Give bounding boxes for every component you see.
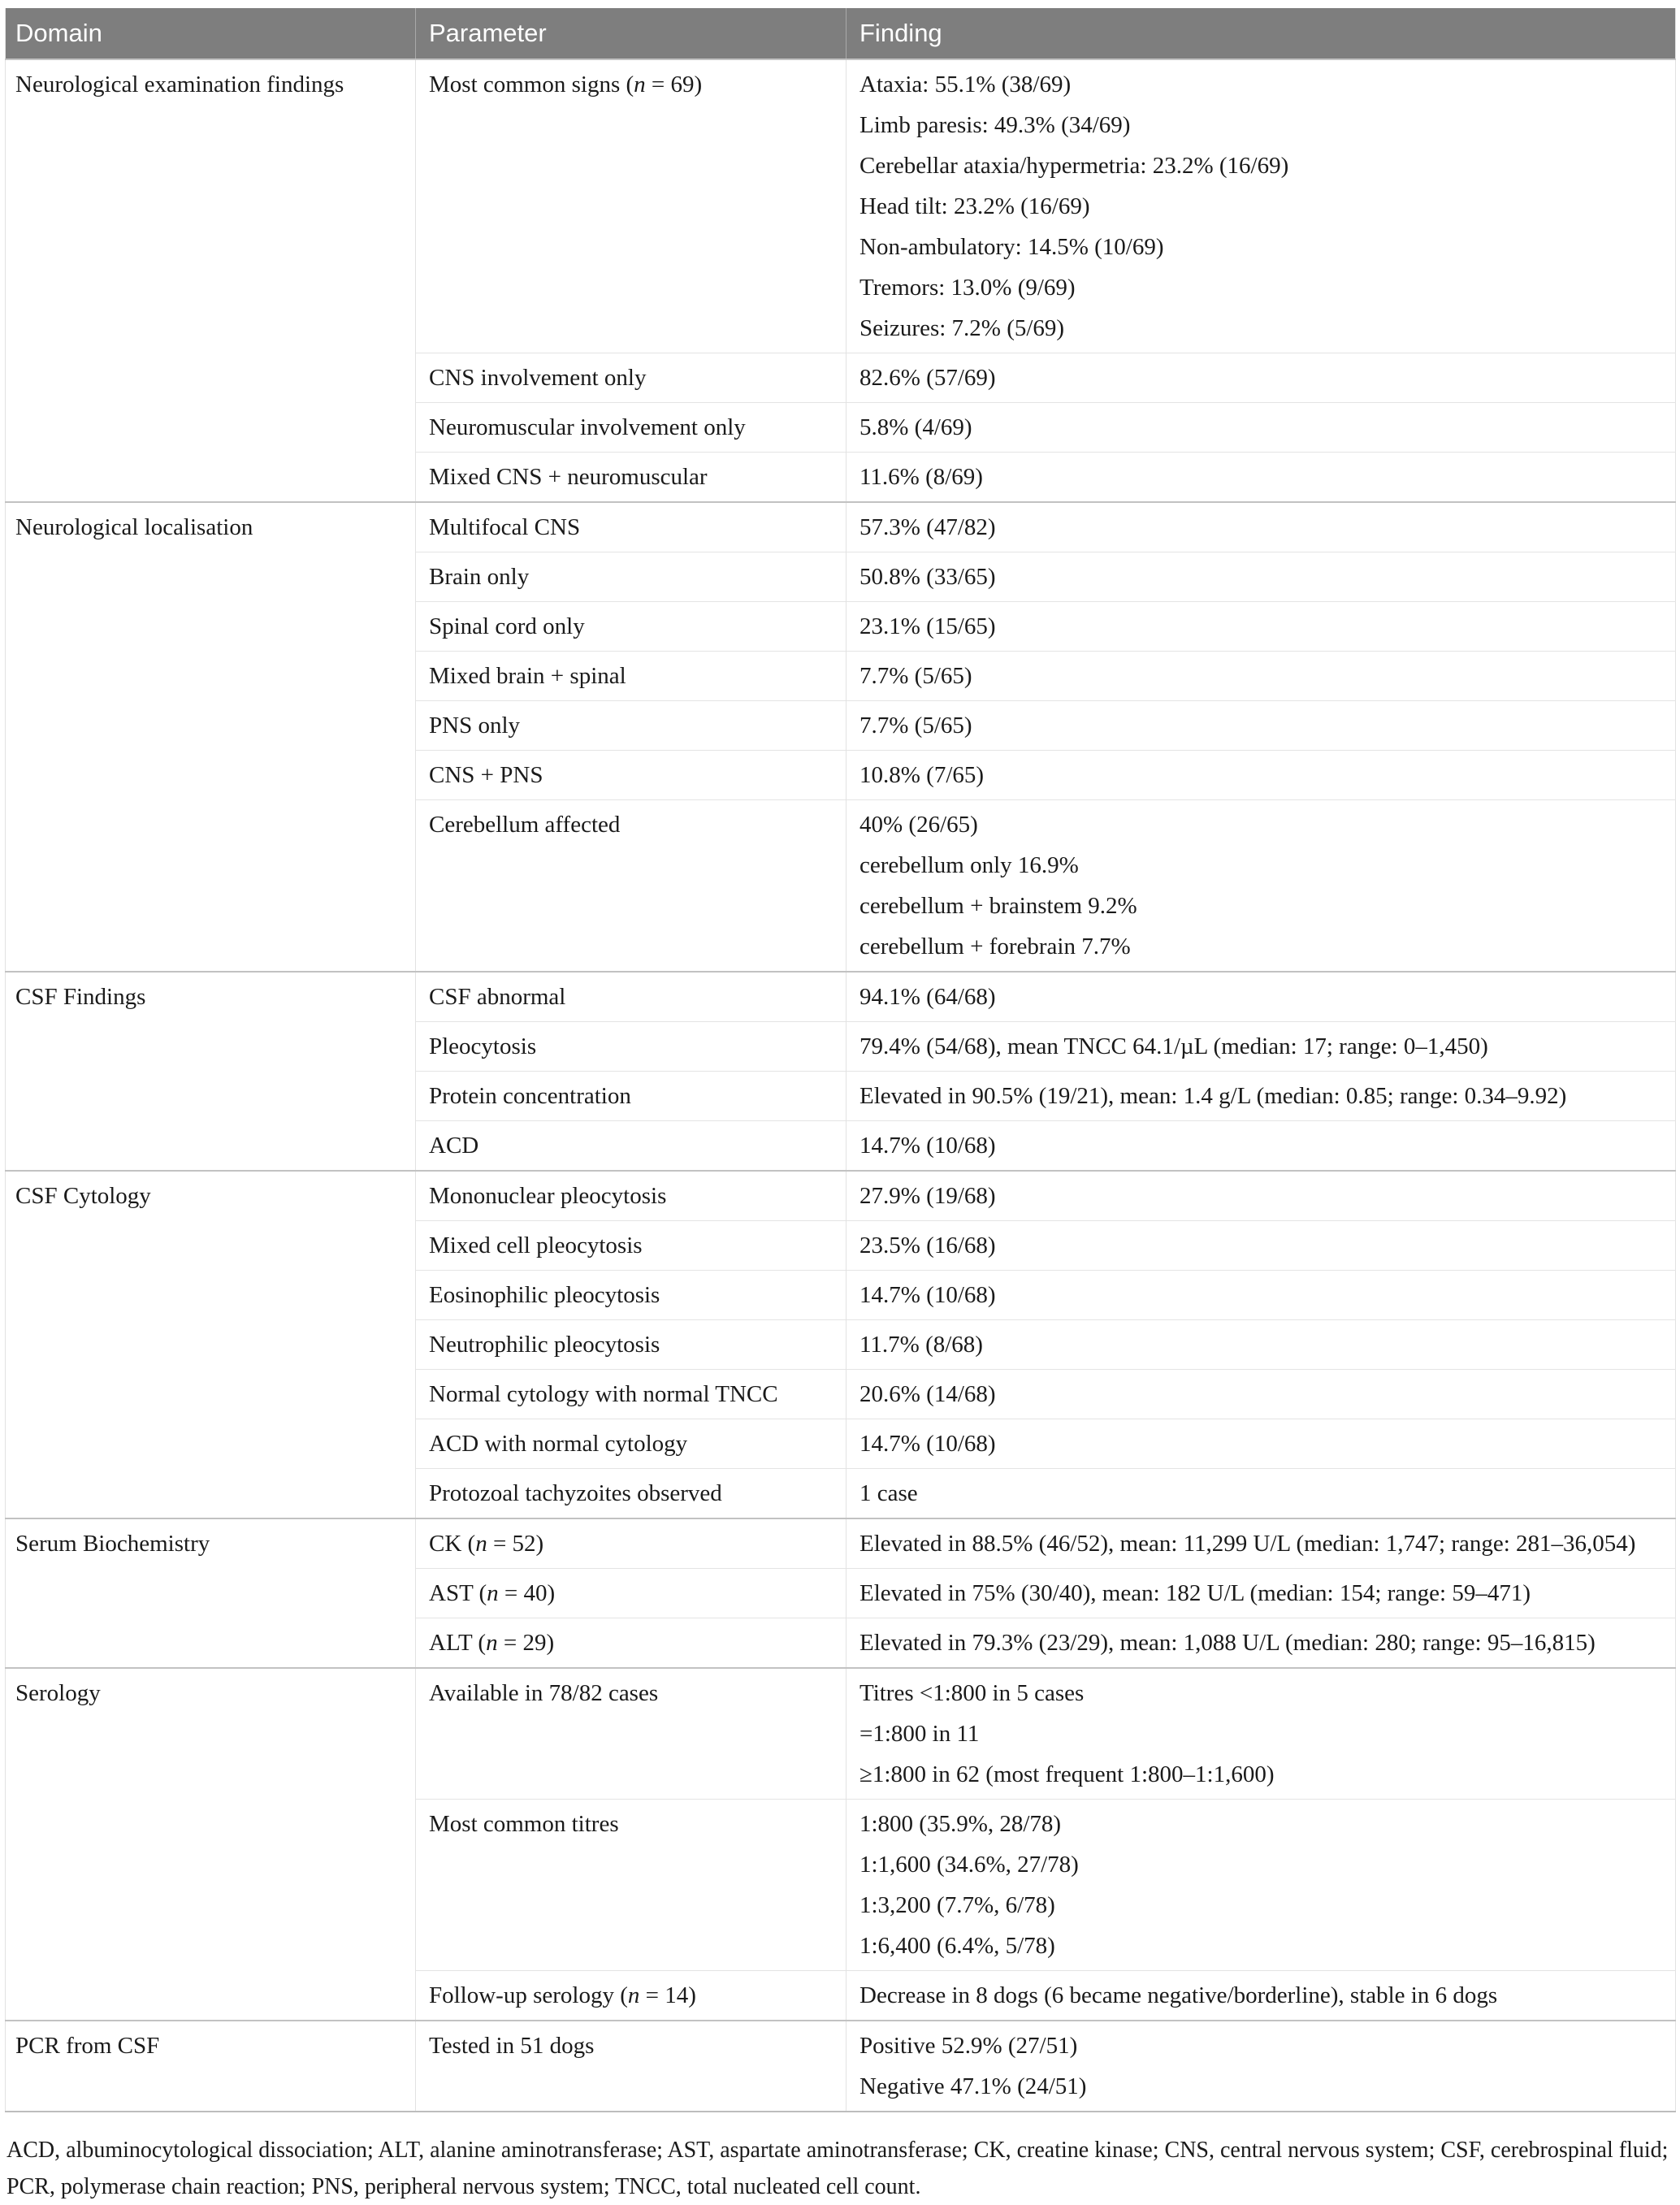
finding-cell: [846, 1419, 1676, 1469]
finding-line: 27.9% (19/68): [859, 1183, 996, 1209]
parameter-cell: Most common signs (n = 69): [416, 59, 846, 353]
finding-line: 23.1% (15/65): [859, 613, 996, 639]
finding-line: 7.7% (5/65): [859, 713, 972, 739]
finding-line: Seizures: 7.2% (5/69): [859, 315, 1065, 341]
table-header: [6, 8, 1676, 59]
domain-cell: Neurological localisation: [6, 502, 416, 972]
findings-table: [5, 8, 1676, 2112]
parameter-cell: CSF abnormal: [416, 972, 846, 1022]
parameter-cell: Spinal cord only: [416, 602, 846, 652]
table-row: [6, 502, 1676, 552]
parameter-cell: Tested in 51 dogs: [416, 2021, 846, 2112]
parameter-cell: Protozoal tachyzoites observed: [416, 1469, 846, 1519]
parameter-cell: Eosinophilic pleocytosis: [416, 1271, 846, 1320]
parameter-cell: Mixed brain + spinal: [416, 652, 846, 701]
parameter-cell: CNS + PNS: [416, 751, 846, 800]
finding-cell: [846, 701, 1676, 751]
table-row: [6, 1668, 1676, 1800]
domain-cell: CSF Cytology: [6, 1171, 416, 1518]
finding-line: =1:800 in 11: [859, 1721, 980, 1747]
finding-cell: [846, 972, 1676, 1022]
finding-line: Positive 52.9% (27/51): [859, 2033, 1078, 2059]
finding-line: Head tilt: 23.2% (16/69): [859, 193, 1090, 219]
finding-line: 1:800 (35.9%, 28/78): [859, 1811, 1062, 1837]
finding-cell: [846, 1800, 1676, 1971]
parameter-cell: Multifocal CNS: [416, 502, 846, 552]
finding-line: 57.3% (47/82): [859, 514, 996, 540]
finding-line: 11.6% (8/69): [859, 464, 983, 490]
finding-cell: [846, 1569, 1676, 1618]
column-header-domain: Domain: [6, 8, 416, 59]
parameter-cell: Protein concentration: [416, 1072, 846, 1121]
finding-line: 94.1% (64/68): [859, 984, 996, 1010]
parameter-cell: Mononuclear pleocytosis: [416, 1171, 846, 1221]
finding-line: Titres <1:800 in 5 cases: [859, 1680, 1085, 1706]
finding-line: 10.8% (7/65): [859, 762, 985, 788]
parameter-cell: PNS only: [416, 701, 846, 751]
finding-line: cerebellum + brainstem 9.2%: [859, 893, 1137, 919]
finding-line: 23.5% (16/68): [859, 1232, 996, 1258]
parameter-cell: Most common titres: [416, 1800, 846, 1971]
parameter-cell: Brain only: [416, 552, 846, 602]
finding-cell: [846, 1618, 1676, 1669]
parameter-cell: CK (n = 52): [416, 1518, 846, 1569]
finding-line: Elevated in 79.3% (23/29), mean: 1,088 U/L (median: 280; range: 95–16,815): [859, 1630, 1596, 1656]
parameter-cell: ACD: [416, 1121, 846, 1172]
finding-cell: [846, 1221, 1676, 1271]
finding-cell: [846, 1171, 1676, 1221]
finding-cell: [846, 1022, 1676, 1072]
parameter-cell: Cerebellum affected: [416, 800, 846, 973]
domain-cell: CSF Findings: [6, 972, 416, 1171]
finding-line: 14.7% (10/68): [859, 1133, 996, 1159]
finding-line: 50.8% (33/65): [859, 564, 996, 590]
finding-line: 20.6% (14/68): [859, 1381, 996, 1407]
finding-cell: [846, 353, 1676, 403]
domain-cell: Serum Biochemistry: [6, 1518, 416, 1668]
finding-line: Elevated in 90.5% (19/21), mean: 1.4 g/L (median: 0.85; range: 0.34–9.92): [859, 1083, 1567, 1109]
finding-line: Ataxia: 55.1% (38/69): [859, 71, 1072, 97]
parameter-cell: Neuromuscular involvement only: [416, 403, 846, 453]
finding-line: cerebellum only 16.9%: [859, 852, 1079, 878]
finding-cell: [846, 1668, 1676, 1800]
parameter-cell: Normal cytology with normal TNCC: [416, 1370, 846, 1419]
parameter-cell: Mixed cell pleocytosis: [416, 1221, 846, 1271]
finding-cell: [846, 652, 1676, 701]
finding-cell: [846, 552, 1676, 602]
finding-line: Elevated in 75% (30/40), mean: 182 U/L (median: 154; range: 59–471): [859, 1580, 1531, 1606]
domain-cell: Serology: [6, 1668, 416, 2021]
finding-line: 82.6% (57/69): [859, 365, 996, 391]
finding-line: Decrease in 8 dogs (6 became negative/borderline), stable in 6 dogs: [859, 1982, 1498, 2008]
table-row: [6, 972, 1676, 1022]
finding-line: Cerebellar ataxia/hypermetria: 23.2% (16/69): [859, 153, 1289, 179]
finding-cell: [846, 1271, 1676, 1320]
parameter-cell: Mixed CNS + neuromuscular: [416, 453, 846, 503]
finding-line: 1 case: [859, 1480, 918, 1506]
finding-line: 1:6,400 (6.4%, 5/78): [859, 1933, 1055, 1959]
column-header-parameter: Parameter: [416, 8, 846, 59]
table-row: [6, 2021, 1676, 2112]
finding-cell: [846, 453, 1676, 503]
finding-line: ≥1:800 in 62 (most frequent 1:800–1:1,600): [859, 1761, 1275, 1787]
finding-cell: [846, 1971, 1676, 2021]
parameter-cell: ALT (n = 29): [416, 1618, 846, 1669]
parameter-cell: CNS involvement only: [416, 353, 846, 403]
finding-line: 11.7% (8/68): [859, 1332, 983, 1358]
finding-line: 5.8% (4/69): [859, 414, 972, 440]
finding-line: 14.7% (10/68): [859, 1431, 996, 1457]
finding-line: 7.7% (5/65): [859, 663, 972, 689]
table-row: [6, 1518, 1676, 1569]
parameter-cell: Pleocytosis: [416, 1022, 846, 1072]
finding-cell: [846, 602, 1676, 652]
finding-line: Non-ambulatory: 14.5% (10/69): [859, 234, 1164, 260]
finding-line: 79.4% (54/68), mean TNCC 64.1/µL (median: 17; range: 0–1,450): [859, 1033, 1488, 1059]
finding-cell: [846, 502, 1676, 552]
finding-line: 1:3,200 (7.7%, 6/78): [859, 1892, 1055, 1918]
finding-line: Tremors: 13.0% (9/69): [859, 275, 1076, 301]
domain-cell: PCR from CSF: [6, 2021, 416, 2112]
finding-line: Elevated in 88.5% (46/52), mean: 11,299 U/L (median: 1,747; range: 281–36,054): [859, 1531, 1636, 1557]
finding-cell: [846, 59, 1676, 353]
finding-cell: [846, 1469, 1676, 1519]
domain-cell: Neurological examination findings: [6, 59, 416, 502]
parameter-cell: AST (n = 40): [416, 1569, 846, 1618]
finding-cell: [846, 1320, 1676, 1370]
table-row: [6, 1171, 1676, 1221]
table-footnote: ACD, albuminocytological dissociation; ALT, alanine aminotransferase; AST, aspartate aminotransferase; CK, creatine kinase; CNS, central nervous system; CSF, cerebrospinal fluid; PCR, polymerase chain reaction; PNS, peripheral nervous system; TNCC, total nucleated cell count.: [6, 2138, 1669, 2199]
finding-cell: [846, 1121, 1676, 1172]
finding-cell: [846, 1072, 1676, 1121]
finding-cell: [846, 1370, 1676, 1419]
finding-line: 1:1,600 (34.6%, 27/78): [859, 1852, 1079, 1878]
finding-cell: [846, 403, 1676, 453]
finding-line: Limb paresis: 49.3% (34/69): [859, 112, 1131, 138]
parameter-cell: Follow-up serology (n = 14): [416, 1971, 846, 2021]
parameter-cell: Available in 78/82 cases: [416, 1668, 846, 1800]
table-row: [6, 59, 1676, 353]
parameter-cell: ACD with normal cytology: [416, 1419, 846, 1469]
finding-line: Negative 47.1% (24/51): [859, 2073, 1087, 2099]
finding-cell: [846, 2021, 1676, 2112]
finding-cell: [846, 800, 1676, 973]
table-body: [6, 59, 1676, 2112]
column-header-finding: Finding: [846, 8, 1676, 59]
finding-cell: [846, 1518, 1676, 1569]
finding-line: 14.7% (10/68): [859, 1282, 996, 1308]
finding-line: 40% (26/65): [859, 812, 978, 838]
finding-cell: [846, 751, 1676, 800]
parameter-cell: Neutrophilic pleocytosis: [416, 1320, 846, 1370]
finding-line: cerebellum + forebrain 7.7%: [859, 934, 1131, 960]
